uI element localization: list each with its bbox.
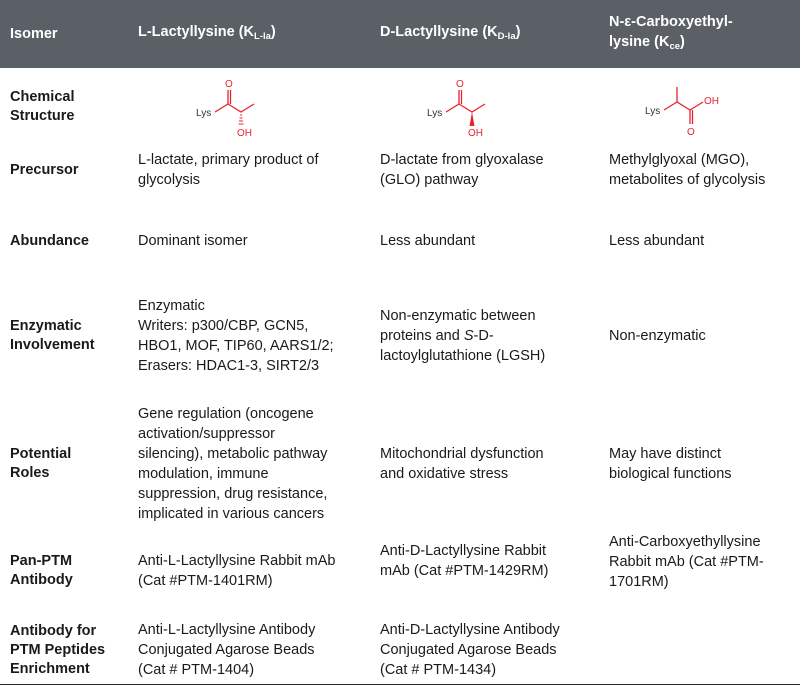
enzymatic-l-lactyllysine: [138, 290, 366, 382]
text-line: (Cat #PTM-1401RM): [138, 573, 273, 589]
text-line: suppression, drug resistance,: [138, 486, 328, 502]
text-line: Writers: p300/CBP, GCN5,: [138, 318, 309, 334]
row-label-abundance: [10, 198, 128, 284]
abundance-l-lactyllysine: [138, 198, 366, 284]
header-isomer: [10, 0, 128, 68]
text-line: Non-enzymatic between: [380, 308, 536, 324]
label-line: Chemical: [10, 89, 75, 105]
header-col3-line1: N-ε-Carboxyethyl-: [609, 13, 733, 30]
text-line: May have distinct: [609, 446, 722, 462]
label-line: PTM Peptides: [10, 641, 106, 658]
row-label-enrichment-antibody: [10, 616, 128, 684]
hydroxyl-label: OH: [468, 128, 483, 139]
l-lactyllysine-structure: [196, 74, 276, 140]
abundance-d-lactyllysine: [380, 198, 598, 284]
text-line: Gene regulation (oncogene: [138, 406, 314, 422]
text-line: Conjugated Agarose Beads: [138, 642, 315, 658]
row-enzymatic-involvement: [0, 290, 800, 382]
text-line: biological functions: [609, 466, 732, 482]
precursor-carboxyethyllysine: [609, 144, 797, 196]
text-line: D-lactate from glyoxalase: [380, 152, 544, 168]
text-line: Rabbit mAb (Cat #PTM-: [609, 554, 764, 570]
enzymatic-d-lactyllysine: [380, 290, 598, 382]
lys-label: Lys: [645, 106, 661, 117]
text-line: silencing), metabolic pathway: [138, 446, 328, 462]
text-line: HBO1, MOF, TIP60, AARS1/2;: [138, 338, 334, 354]
text-line: Methylglyoxal (MGO),: [609, 152, 750, 168]
enrichment-d-lactyllysine: [380, 616, 598, 684]
precursor-l-lactyllysine: [138, 144, 366, 196]
text-line: Less abundant: [380, 233, 476, 249]
text-line: (Cat # PTM-1434): [380, 662, 497, 678]
oxygen-label: O: [456, 79, 464, 90]
text-line: implicated in various cancers: [138, 506, 325, 522]
text-line: 1701RM): [609, 574, 669, 590]
text-line: (GLO) pathway: [380, 172, 479, 188]
label-line: Pan-PTM: [10, 553, 73, 569]
text-line: Anti-D-Lactyllysine Antibody: [380, 622, 560, 638]
row-label-chemical-structure: [10, 70, 128, 144]
text-line: and oxidative stress: [380, 466, 509, 482]
text-line: modulation, immune: [138, 466, 269, 482]
lys-label: Lys: [196, 108, 212, 119]
header-col1-sub: L-la: [254, 30, 271, 42]
label-line: Enrichment: [10, 660, 90, 677]
row-enrichment-antibody: [0, 616, 800, 684]
label-line: Abundance: [10, 232, 89, 249]
text-line: Anti-D-Lactyllysine Rabbit: [380, 543, 547, 559]
label-line: Enzymatic: [10, 318, 82, 334]
row-precursor: [0, 144, 800, 198]
hydroxyl-label: OH: [704, 96, 719, 107]
row-abundance: [0, 198, 800, 284]
pan-ptm-l-lactyllysine: [138, 530, 366, 612]
hydroxyl-label: OH: [237, 128, 252, 139]
text-line: Anti-Carboxyethyllysine: [609, 534, 761, 550]
label-line: Potential: [10, 446, 72, 462]
header-col3-close: ): [680, 33, 685, 50]
row-pan-ptm-antibody: [0, 530, 800, 612]
label-line: Antibody for: [10, 622, 97, 639]
table-header: [0, 0, 800, 68]
text-line: Anti-L-Lactyllysine Rabbit mAb: [138, 553, 336, 569]
label-line: Antibody: [10, 572, 73, 588]
header-col2-close: ): [515, 23, 521, 40]
header-col2-main: D-Lactyllysine (K: [380, 23, 498, 40]
text-line: mAb (Cat #PTM-1429RM): [380, 563, 549, 579]
header-col1-main: L-Lactyllysine (K: [138, 23, 255, 40]
precursor-d-lactyllysine: [380, 144, 598, 196]
roles-carboxyethyllysine: [609, 400, 797, 528]
roles-l-lactyllysine: [138, 400, 366, 528]
header-d-lactyllysine: [380, 0, 598, 68]
bottom-border: [0, 684, 800, 685]
text-line: Anti-L-Lactyllysine Antibody: [138, 622, 316, 638]
pan-ptm-carboxyethyllysine: [609, 530, 797, 594]
abundance-carboxyethyllysine: [609, 198, 797, 284]
oxygen-label: O: [687, 127, 695, 138]
row-label-enzymatic-involvement: [10, 290, 128, 382]
text-line: Less abundant: [609, 233, 705, 249]
text-line: metabolites of glycolysis: [609, 172, 766, 188]
row-label-precursor: [10, 144, 128, 196]
header-carboxyethyllysine: [609, 0, 797, 68]
d-lactyllysine-structure: [427, 74, 507, 140]
text-line: Non-enzymatic: [609, 328, 706, 344]
row-chemical-structure: [0, 70, 800, 144]
text-line: Erasers: HDAC1-3, SIRT2/3: [138, 358, 320, 374]
enzymatic-carboxyethyllysine: [609, 290, 797, 382]
text-line: proteins and: [380, 328, 464, 344]
header-l-lactyllysine: [138, 0, 366, 68]
carboxyethyllysine-structure: [645, 74, 735, 140]
italic-s: S: [463, 328, 474, 344]
text-line: glycolysis: [138, 172, 201, 188]
text-line: Enzymatic: [138, 298, 205, 314]
header-isomer-label: Isomer: [10, 26, 58, 42]
text-line: lactoylglutathione (LGSH): [380, 348, 546, 364]
row-label-pan-ptm-antibody: [10, 530, 128, 612]
row-label-potential-roles: [10, 400, 128, 528]
row-potential-roles: [0, 400, 800, 528]
text-line: -D-: [473, 328, 494, 344]
pan-ptm-d-lactyllysine: [380, 530, 598, 592]
oxygen-label: O: [225, 79, 233, 90]
roles-d-lactyllysine: [380, 400, 598, 528]
lys-label: Lys: [427, 108, 443, 119]
text-line: activation/suppressor: [138, 426, 276, 442]
text-line: Conjugated Agarose Beads: [380, 642, 557, 658]
label-line: Involvement: [10, 337, 95, 353]
text-line: Dominant isomer: [138, 233, 248, 249]
label-line: Roles: [10, 465, 50, 481]
header-col1-close: ): [270, 23, 276, 40]
label-line: Precursor: [10, 161, 79, 178]
header-col3-line2: lysine (K: [609, 33, 670, 50]
enrichment-l-lactyllysine: [138, 616, 366, 684]
text-line: Mitochondrial dysfunction: [380, 446, 544, 462]
header-col3-sub: ce: [669, 40, 681, 52]
text-line: L-lactate, primary product of: [138, 152, 319, 168]
header-col2-sub: D-la: [497, 30, 516, 42]
label-line: Structure: [10, 108, 75, 124]
text-line: (Cat # PTM-1404): [138, 662, 255, 678]
